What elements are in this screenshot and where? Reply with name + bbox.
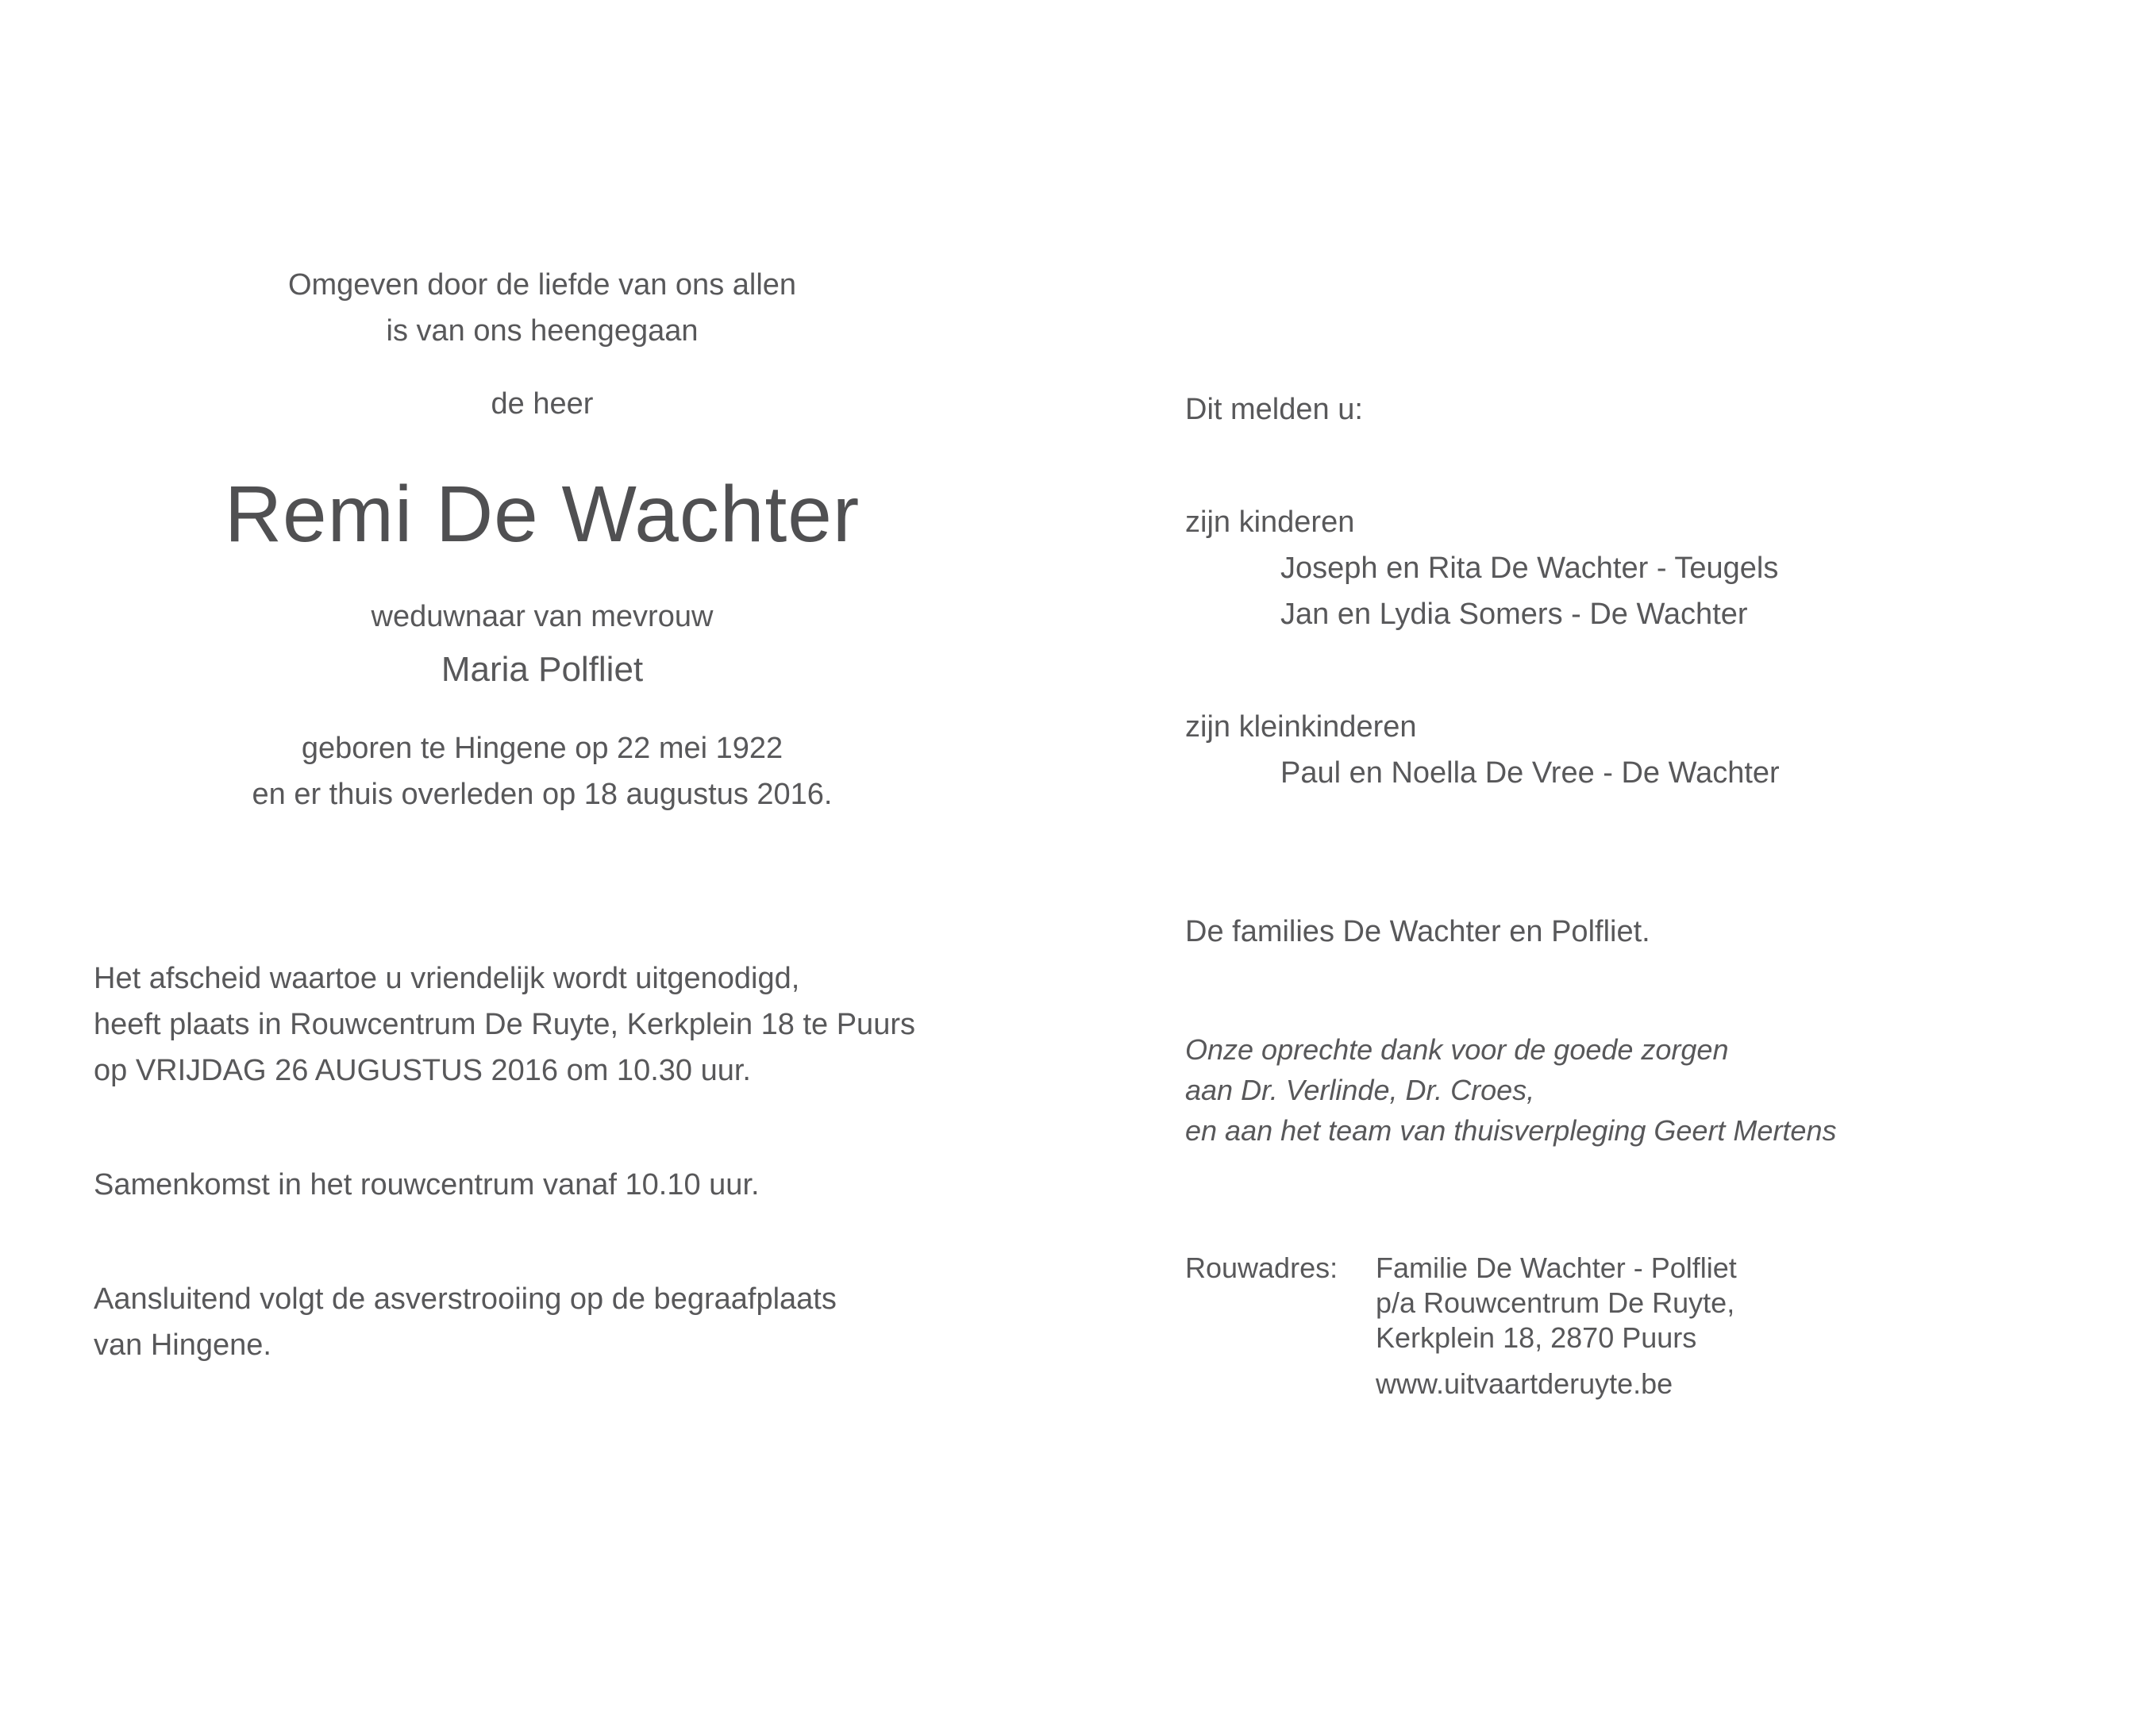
grandchild-1: Paul en Noella De Vree - De Wachter: [1280, 756, 1780, 790]
deceased-name: Remi De Wachter: [224, 470, 860, 559]
child-2: Jan en Lydia Somers - De Wachter: [1280, 598, 1748, 631]
thanks-line-1: Onze oprechte dank voor de goede zorgen: [1185, 1033, 1729, 1066]
farewell-line-2: heeft plaats in Rouwcentrum De Ruyte, Kerkplein 18 te Puurs: [94, 1008, 915, 1041]
farewell-paragraph: [94, 955, 1014, 1094]
scattering-line-2: van Hingene.: [94, 1328, 271, 1362]
intro-line-2: is van ons heengegaan: [386, 314, 699, 348]
address-lines: [1376, 1251, 1737, 1401]
title-prefix: de heer: [491, 387, 594, 421]
address-line-2: p/a Rouwcentrum De Ruyte,: [1376, 1286, 1735, 1319]
birth-line: geboren te Hingene op 22 mei 1922: [301, 732, 783, 765]
address-line-3: Kerkplein 18, 2870 Puurs: [1376, 1321, 1697, 1354]
left-column: [94, 262, 1014, 1368]
families-line: De families De Wachter en Polfliet.: [1185, 915, 1650, 948]
farewell-line-1: Het afscheid waartoe u vriendelijk wordt uitgenodigd,: [94, 962, 800, 995]
thanks-paragraph: [1185, 1029, 2098, 1151]
website-link[interactable]: www.uitvaartderuyte.be: [1376, 1367, 1673, 1400]
grandchildren-label: zijn kleinkinderen: [1185, 710, 1417, 744]
spouse-name: Maria Polfliet: [441, 650, 644, 689]
address-line-1: Familie De Wachter - Polfliet: [1376, 1251, 1737, 1284]
announce-line: Dit melden u:: [1185, 393, 1363, 426]
farewell-line-3: op VRIJDAG 26 AUGUSTUS 2016 om 10.30 uur.: [94, 1054, 751, 1087]
spouse-label: weduwnaar van mevrouw: [371, 600, 714, 633]
thanks-line-3: en aan het team van thuisverpleging Geert Mertens: [1185, 1114, 1837, 1147]
death-line: en er thuis overleden op 18 augustus 2016.: [252, 778, 833, 811]
gathering-paragraph: Samenkomst in het rouwcentrum vanaf 10.10 uur.: [94, 1168, 760, 1201]
children-label: zijn kinderen: [1185, 506, 1355, 539]
intro-line-1: Omgeven door de liefde van ons allen: [287, 268, 797, 302]
life-dates: [94, 725, 991, 817]
scattering-paragraph: [94, 1276, 1014, 1368]
notice-block: [94, 262, 991, 817]
right-column: [1185, 386, 2098, 1401]
address-label: Rouwadres:: [1185, 1251, 1338, 1284]
thanks-line-2: aan Dr. Verlinde, Dr. Croes,: [1185, 1074, 1535, 1106]
child-1: Joseph en Rita De Wachter - Teugels: [1280, 552, 1779, 585]
scattering-line-1: Aansluitend volgt de asverstrooiing op de begraafplaats: [94, 1282, 837, 1316]
mourning-address: [1185, 1251, 2098, 1401]
